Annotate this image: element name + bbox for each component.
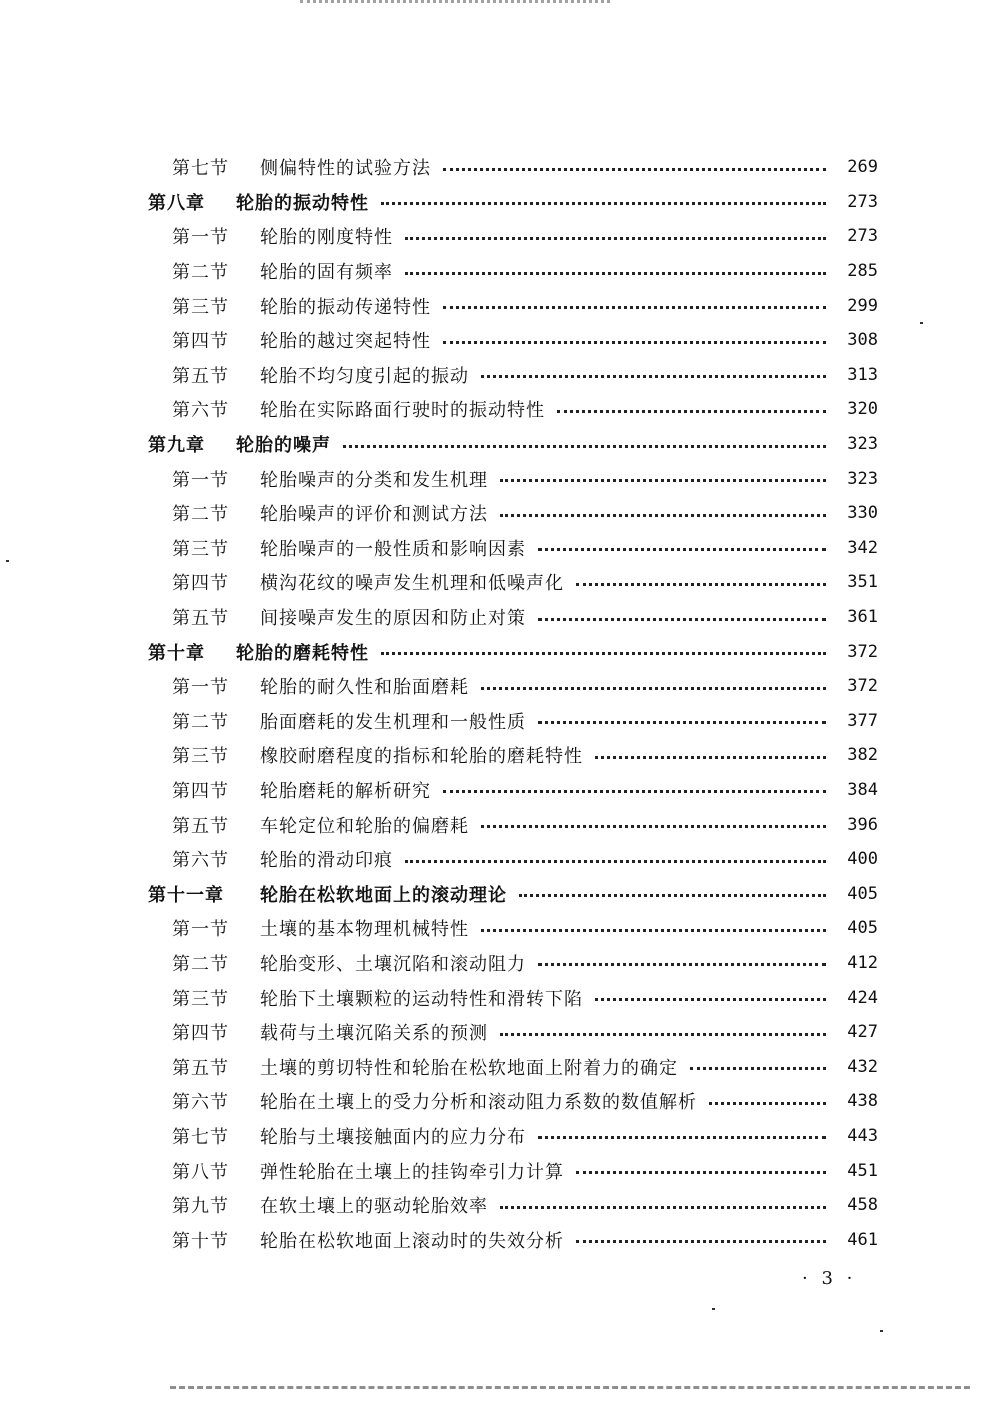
dot-leader (500, 514, 826, 517)
scan-speck (880, 1330, 883, 1332)
dot-leader (481, 929, 826, 932)
section-title: 轮胎在实际路面行驶时的振动特性 (260, 400, 545, 422)
page-number: 299 (847, 295, 878, 316)
toc-section-row (148, 807, 878, 842)
section-number: 第六节 (172, 1092, 229, 1114)
scan-artifact-bottom (170, 1386, 970, 1393)
page-number: 412 (847, 952, 878, 973)
dot-leader (405, 272, 826, 275)
section-title: 土壤的基本物理机械特性 (260, 919, 469, 941)
dot-leader (538, 548, 826, 551)
section-title: 轮胎变形、土壤沉陷和滚动阻力 (260, 953, 526, 975)
dot-leader (481, 825, 826, 828)
chapter-number: 第八章 (148, 192, 205, 214)
toc-section-row (148, 1119, 878, 1154)
toc-section-row (148, 150, 878, 185)
page-number: 273 (847, 226, 878, 247)
section-number: 第二节 (172, 504, 229, 526)
section-title: 横沟花纹的噪声发生机理和低噪声化 (260, 573, 564, 595)
section-number: 第九节 (172, 1196, 229, 1218)
section-title: 轮胎不均匀度引起的振动 (260, 365, 469, 387)
dot-leader (405, 237, 826, 240)
section-number: 第三节 (172, 296, 229, 318)
toc-section-row (148, 565, 878, 600)
chapter-number: 第十章 (148, 642, 205, 664)
toc-section-row (148, 842, 878, 877)
scan-speck (920, 322, 923, 324)
page-number: 323 (847, 468, 878, 489)
page-number: 432 (847, 1056, 878, 1077)
section-number: 第四节 (172, 573, 229, 595)
section-title: 车轮定位和轮胎的偏磨耗 (260, 815, 469, 837)
dot-leader (481, 687, 826, 690)
page-number: 351 (847, 572, 878, 593)
toc-chapter-row (148, 185, 878, 220)
section-number: 第七节 (172, 158, 229, 180)
scan-speck (6, 560, 9, 562)
chapter-title: 轮胎的振动特性 (236, 192, 369, 214)
section-number: 第二节 (172, 953, 229, 975)
scan-speck (712, 1308, 715, 1310)
section-number: 第四节 (172, 780, 229, 802)
section-title: 轮胎在松软地面上滚动时的失效分析 (260, 1230, 564, 1252)
section-number: 第五节 (172, 1057, 229, 1079)
dot-leader (595, 756, 826, 759)
dot-leader (519, 894, 826, 897)
page-number: 285 (847, 261, 878, 282)
dot-leader (405, 860, 826, 863)
page-number: 372 (847, 676, 878, 697)
section-number: 第七节 (172, 1126, 229, 1148)
section-number: 第八节 (172, 1161, 229, 1183)
section-title: 弹性轮胎在土壤上的挂钩牵引力计算 (260, 1161, 564, 1183)
dot-leader (443, 168, 826, 171)
section-title: 轮胎在土壤上的受力分析和滚动阻力系数的数值解析 (260, 1092, 697, 1114)
scan-artifact-top (300, 0, 610, 8)
section-number: 第二节 (172, 262, 229, 284)
toc-section-row (148, 254, 878, 289)
section-number: 第一节 (172, 469, 229, 491)
section-title: 橡胶耐磨程度的指标和轮胎的磨耗特性 (260, 746, 583, 768)
section-number: 第一节 (172, 677, 229, 699)
page-number: 330 (847, 503, 878, 524)
toc-section-row (148, 600, 878, 635)
section-title: 轮胎的振动传递特性 (260, 296, 431, 318)
toc-section-row (148, 1015, 878, 1050)
page-number: 313 (847, 364, 878, 385)
dot-leader (576, 1171, 826, 1174)
toc-section-row (148, 1084, 878, 1119)
section-number: 第十节 (172, 1230, 229, 1252)
section-number: 第一节 (172, 919, 229, 941)
section-number: 第二节 (172, 711, 229, 733)
section-title: 轮胎的耐久性和胎面磨耗 (260, 677, 469, 699)
section-number: 第五节 (172, 608, 229, 630)
toc-section-row (148, 1049, 878, 1084)
section-number: 第三节 (172, 988, 229, 1010)
toc-section-row (148, 980, 878, 1015)
dot-leader (595, 998, 826, 1001)
toc-section-row (148, 669, 878, 704)
section-number: 第六节 (172, 850, 229, 872)
toc-section-row (148, 1153, 878, 1188)
toc-chapter-row (148, 876, 878, 911)
chapter-title: 轮胎的磨耗特性 (236, 642, 369, 664)
page-number: 342 (847, 537, 878, 558)
page-number: 427 (847, 1022, 878, 1043)
section-number: 第三节 (172, 746, 229, 768)
section-title: 胎面磨耗的发生机理和一般性质 (260, 711, 526, 733)
page-number: 458 (847, 1195, 878, 1216)
section-title: 土壤的剪切特性和轮胎在松软地面上附着力的确定 (260, 1057, 678, 1079)
toc-section-row (148, 219, 878, 254)
page-number: 461 (847, 1229, 878, 1250)
dot-leader (443, 790, 826, 793)
section-title: 轮胎的越过突起特性 (260, 331, 431, 353)
page-number: 405 (847, 918, 878, 939)
chapter-number: 第九章 (148, 435, 205, 457)
section-number: 第三节 (172, 538, 229, 560)
page-number: 273 (847, 191, 878, 212)
page-number: 269 (847, 157, 878, 178)
dot-leader (538, 963, 826, 966)
toc-section-row (148, 704, 878, 739)
dot-leader (443, 341, 826, 344)
page-number: 384 (847, 779, 878, 800)
section-title: 间接噪声发生的原因和防止对策 (260, 608, 526, 630)
dot-leader (381, 202, 826, 205)
section-number: 第四节 (172, 1023, 229, 1045)
toc-section-row (148, 911, 878, 946)
toc-section-row (148, 531, 878, 566)
section-title: 轮胎噪声的评价和测试方法 (260, 504, 488, 526)
section-title: 载荷与土壤沉陷关系的预测 (260, 1023, 488, 1045)
page-folio: · 3 · (802, 1268, 857, 1289)
dot-leader (538, 1136, 826, 1139)
toc-section-row (148, 358, 878, 393)
page-number: 451 (847, 1160, 878, 1181)
section-title: 轮胎磨耗的解析研究 (260, 780, 431, 802)
toc-section-row (148, 1222, 878, 1257)
page-number: 405 (847, 883, 878, 904)
dot-leader (690, 1067, 826, 1070)
page-number: 308 (847, 330, 878, 351)
page-number: 377 (847, 710, 878, 731)
toc-section-row (148, 738, 878, 773)
section-title: 侧偏特性的试验方法 (260, 158, 431, 180)
section-number: 第一节 (172, 227, 229, 249)
section-number: 第四节 (172, 331, 229, 353)
page-number: 372 (847, 641, 878, 662)
page-number: 320 (847, 399, 878, 420)
dot-leader (576, 583, 826, 586)
toc-section-row (148, 288, 878, 323)
toc-chapter-row (148, 427, 878, 462)
chapter-title: 轮胎的噪声 (236, 435, 331, 457)
page-number: 323 (847, 434, 878, 455)
section-title: 轮胎的刚度特性 (260, 227, 393, 249)
dot-leader (381, 652, 826, 655)
table-of-contents (148, 150, 878, 1257)
section-title: 轮胎的固有频率 (260, 262, 393, 284)
dot-leader (709, 1102, 826, 1105)
section-title: 轮胎与土壤接触面内的应力分布 (260, 1126, 526, 1148)
toc-section-row (148, 392, 878, 427)
dot-leader (538, 618, 826, 621)
section-title: 轮胎噪声的分类和发生机理 (260, 469, 488, 491)
page-number: 424 (847, 987, 878, 1008)
section-number: 第五节 (172, 815, 229, 837)
section-title: 轮胎下土壤颗粒的运动特性和滑转下陷 (260, 988, 583, 1010)
section-title: 轮胎噪声的一般性质和影响因素 (260, 538, 526, 560)
dot-leader (538, 721, 826, 724)
toc-chapter-row (148, 634, 878, 669)
toc-section-row (148, 496, 878, 531)
toc-section-row (148, 773, 878, 808)
dot-leader (343, 445, 826, 448)
toc-section-row (148, 461, 878, 496)
page-number: 382 (847, 745, 878, 766)
toc-section-row (148, 323, 878, 358)
dot-leader (500, 1033, 826, 1036)
dot-leader (500, 1206, 826, 1209)
dot-leader (481, 375, 826, 378)
toc-section-row (148, 946, 878, 981)
dot-leader (576, 1240, 826, 1243)
page-number: 438 (847, 1091, 878, 1112)
dot-leader (443, 306, 826, 309)
dot-leader (557, 410, 826, 413)
section-title: 轮胎的滑动印痕 (260, 850, 393, 872)
page-number: 400 (847, 849, 878, 870)
section-number: 第五节 (172, 365, 229, 387)
section-number: 第六节 (172, 400, 229, 422)
dot-leader (500, 479, 826, 482)
chapter-title: 轮胎在松软地面上的滚动理论 (260, 884, 507, 906)
page-number: 443 (847, 1125, 878, 1146)
chapter-number: 第十一章 (148, 884, 224, 906)
page-number: 361 (847, 607, 878, 628)
toc-section-row (148, 1188, 878, 1223)
section-title: 在软土壤上的驱动轮胎效率 (260, 1196, 488, 1218)
page-number: 396 (847, 814, 878, 835)
